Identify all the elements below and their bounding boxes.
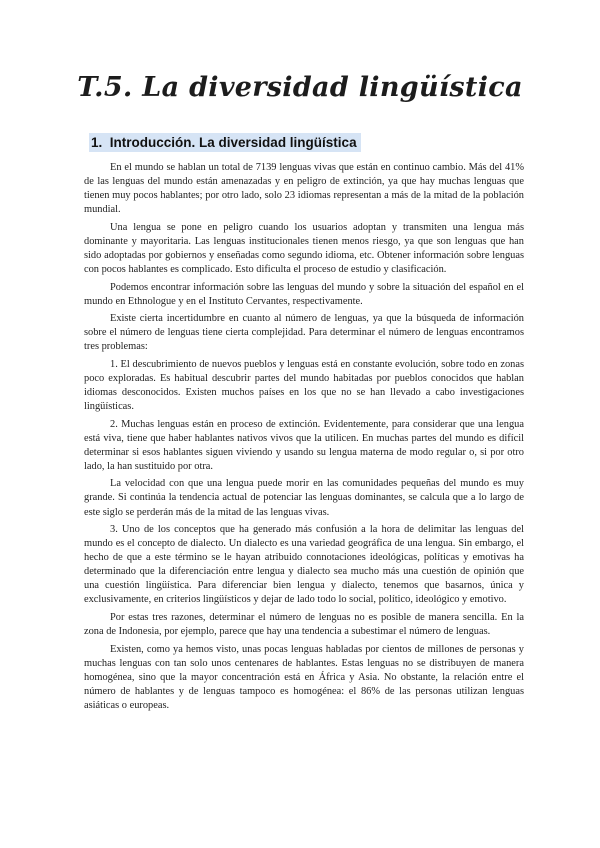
heading-highlight <box>89 133 361 152</box>
paragraph-9: Por estas tres razones, determinar el número de lenguas no es posible de manera sencilla. En la zona de Indonesia, por ejemplo, parece que hay una tendencia a subestimar el número de lenguas. <box>84 611 524 638</box>
paragraph-3: Podemos encontrar información sobre las lenguas del mundo y sobre la situación del español en el mundo en Ethnologue y en el Instituto Cervantes, respectivamente. <box>84 281 524 307</box>
paragraph-1: En el mundo se hablan un total de 7139 lenguas vivas que están en continuo cambio. Más del 41% de las lenguas del mundo están amenazadas y en peligro de extinción, ya que hay muchas lenguas que tienen muy pocos hablantes; por otro lado, solo 23 idiomas representan a más de la mitad de la población mundial. <box>84 162 524 216</box>
paragraph-5: 1. El descubrimiento de nuevos pueblos y lenguas está en constante evolución, sobre todo en zonas poco exploradas. Es habitual descubrir partes del mundo habitadas por pueblos conocidos que hablan idiomas desconocidos. Existen muchos países en los que no se han llevado a cabo investigaciones lingüísticas. <box>84 358 524 413</box>
section-heading <box>89 135 361 150</box>
document-body <box>84 161 524 716</box>
paragraph-10: Existen, como ya hemos visto, unas pocas lenguas habladas por cientos de millones de personas y muchas lenguas con tan solo unos centenares de hablantes. Estas lenguas no se distribuyen de manera homogénea, sino que la mayor concentración está en África y Asia. No obstante, la relación entre el número de hablantes y de lenguas tampoco es homogénea: el 86% de las personas utilizan lenguas asiáticas o europeas. <box>84 643 524 711</box>
paragraph-8: 3. Uno de los conceptos que ha generado más confusión a la hora de delimitar las lenguas del mundo es el concepto de dialecto. Un dialecto es una variedad geográfica de una lengua. Sin embargo, el hecho de que a este término se le hayan atribuido connotaciones ideológicas, políticas y emotivas ha determinado que la diferenciación entre lengua y dialecto sea mucho más una cuestión de opinión que una cuestión lingüística. Para diferenciar bien lengua y dialecto, tenemos que basarnos, única y exclusivamente, en criterios lingüísticos y dejar de lado todo lo social, político, ideológico y emotivo. <box>84 523 524 606</box>
paragraph-4: Existe cierta incertidumbre en cuanto al número de lenguas, ya que la búsqueda de información sobre el número de lenguas tiene cierta complejidad. Para determinar el número de lenguas encontramos tres problemas: <box>84 313 524 353</box>
paragraph-2: Una lengua se pone en peligro cuando los usuarios adoptan y transmiten una lengua más dominante y mayoritaria. Las lenguas institucionales tienen menos riesgo, ya que son lenguas que han sido adoptadas por gobiernos y enseñadas como segundo idioma, etc. Obtener información sobre lenguas con pocos hablantes es complicado. Esto dificulta el proceso de estudio y clasificación. <box>84 221 524 276</box>
paragraph-6: 2. Muchas lenguas están en proceso de extinción. Evidentemente, para considerar que una lengua está viva, tiene que haber hablantes nativos vivos que la utilicen. En muchas partes del mundo es difícil determinar si esos hablantes siguen viviendo y usando su lengua materna de modo regular o, si por otro lado, la han sustituido por otra. <box>84 418 524 472</box>
document-title: T.5. La diversidad lingüística <box>77 72 523 103</box>
section-number: 1. <box>91 135 103 150</box>
section-title: Introducción. La diversidad lingüística <box>109 135 357 150</box>
paragraph-7: La velocidad con que una lengua puede morir en las comunidades pequeñas del mundo es muy grande. Si continúa la tendencia actual de potenciar las lenguas dominantes, se calcula que a lo largo de este siglo se perderán más de la mitad de las lenguas vivas. <box>84 478 524 518</box>
